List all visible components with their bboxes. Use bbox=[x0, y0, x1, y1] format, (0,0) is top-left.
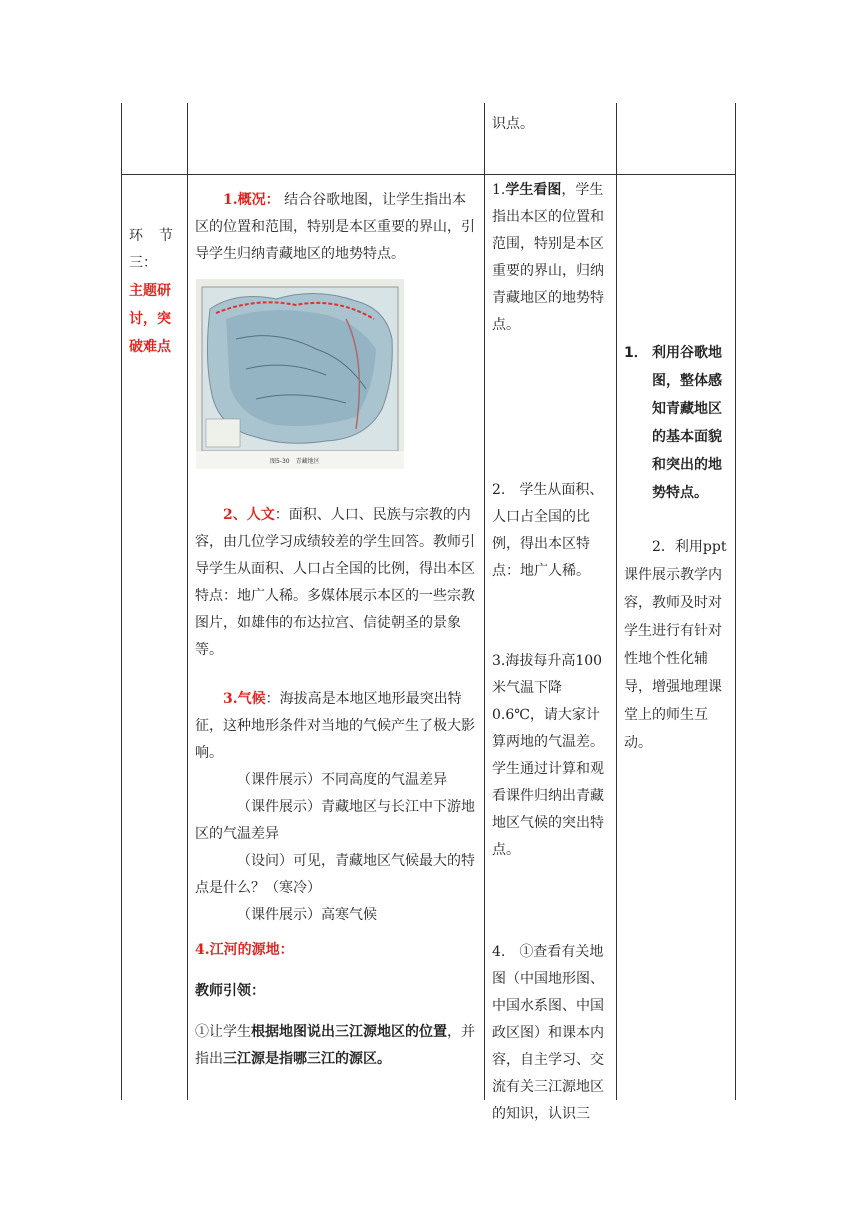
intent-i1-text: 利用谷歌地图，整体感知青藏地区的基本面貌和突出的地势特点。 bbox=[652, 345, 722, 501]
teacher-p1-heading: 1.概况： bbox=[223, 192, 280, 208]
student-activity-cell-3 bbox=[492, 648, 612, 864]
section-label-cell bbox=[129, 223, 183, 361]
teacher-p2-body: ：面积、人口、民族与宗教的内容，由几位学习成绩较差的学生回答。教师引导学生从面积、人口占全国的比例，得出本区特点：地广人稀。多媒体展示本区的一些宗教图片，如雄伟的布达拉宫、信徒朝圣的景象等。 bbox=[195, 507, 475, 658]
student-s1-body: ，学生指出本区的位置和范围，特别是本区重要的界山，归纳青藏地区的地势特点。 bbox=[492, 182, 604, 333]
row1-student-cell bbox=[492, 111, 612, 138]
intent-i2: 2．利用ppt课件展示教学内容，教师及时对学生进行有针对性地个性化辅导，增强地理课堂上的师生互动。 bbox=[624, 539, 727, 751]
student-activity-cell-2 bbox=[492, 477, 612, 585]
teacher-p3-line-3: （设问）可见，青藏地区气候最大的特点是什么？（寒冷） bbox=[195, 853, 475, 896]
intent-i1 bbox=[624, 339, 732, 507]
teacher-p3-body: ：海拔高是本地区地形最突出特征，这种地形条件对当地的气候产生了极大影响。 bbox=[195, 691, 475, 761]
teacher-activity-cell-4 bbox=[195, 937, 477, 1073]
table-divider-1 bbox=[187, 103, 188, 1100]
teacher-p2-heading: 2、人文 bbox=[223, 507, 275, 523]
teacher-p2 bbox=[195, 502, 477, 664]
teacher-activity-cell-2 bbox=[195, 502, 477, 664]
teacher-p3-line-1: （课件展示）不同高度的气温差异 bbox=[237, 772, 447, 788]
intent-i1-num: 1． bbox=[624, 345, 648, 361]
teacher-p4-body-a: ①让学生 bbox=[195, 1024, 251, 1040]
teacher-p4-heading: 4.江河的源地： bbox=[195, 942, 294, 958]
teacher-p4-body-c: ，并指出 bbox=[195, 1024, 475, 1067]
table-border-left bbox=[121, 103, 122, 1100]
map-caption: 图5-30 青藏地区 bbox=[270, 458, 320, 465]
student-s1-lead: 学生看图 bbox=[505, 182, 562, 198]
map-illustration bbox=[196, 279, 404, 469]
table-border-right bbox=[735, 103, 736, 1100]
row-divider bbox=[121, 174, 736, 175]
section-title: 主题研讨，突破难点 bbox=[129, 283, 171, 355]
student-s1-num: 1. bbox=[492, 182, 506, 198]
teacher-p3 bbox=[195, 686, 477, 767]
qinghai-tibet-map-image bbox=[196, 279, 404, 469]
student-activity-cell bbox=[492, 177, 612, 339]
section-label-b: 三： bbox=[129, 255, 157, 271]
student-s1 bbox=[492, 177, 612, 339]
teacher-p4-body-d: 三江源是指哪三江的源区。 bbox=[223, 1051, 391, 1067]
table-divider-2 bbox=[484, 103, 485, 1100]
row1-text: 识点。 bbox=[492, 116, 534, 132]
teacher-activity-cell-3 bbox=[195, 686, 477, 929]
teacher-p4-body-b: 根据地图说出三江源地区的位置 bbox=[251, 1024, 447, 1040]
teacher-p1 bbox=[195, 187, 477, 268]
teacher-p4-lead: 教师引领： bbox=[195, 983, 265, 999]
student-s4: 4. ①查看有关地图（中国地形图、中国水系图、中国政区图）和课本内容，自主学习、交流有关三江源地区的知识，认识三 bbox=[492, 944, 604, 1122]
lesson-table bbox=[121, 103, 736, 1122]
teacher-p1-body: 结合谷歌地图，让学生指出本区的位置和范围，特别是本区重要的界山，引导学生归纳青藏地区的地势特点。 bbox=[195, 192, 475, 262]
teacher-p3-heading: 3.气候 bbox=[223, 691, 266, 707]
teacher-p3-line-2: （课件展示）青藏地区与长江中下游地区的气温差异 bbox=[195, 799, 475, 842]
student-activity-cell-4 bbox=[492, 939, 612, 1128]
student-s3: 3.海拔每升高100米气温下降0.6℃，请大家计算两地的气温差。学生通过计算和观看课件归纳出青藏地区气候的突出特点。 bbox=[492, 653, 604, 858]
teacher-p4-body bbox=[195, 1019, 477, 1073]
student-s2: 2. 学生从面积、人口占全国的比例，得出本区特点：地广人稀。 bbox=[492, 482, 604, 579]
section-label-a: 环 节 bbox=[129, 228, 174, 244]
table-divider-3 bbox=[616, 103, 617, 1100]
teacher-activity-cell bbox=[195, 187, 477, 268]
intent-cell-2 bbox=[624, 533, 732, 757]
intent-cell bbox=[624, 339, 732, 507]
teacher-p3-line-4: （课件展示）高寒气候 bbox=[237, 907, 377, 923]
